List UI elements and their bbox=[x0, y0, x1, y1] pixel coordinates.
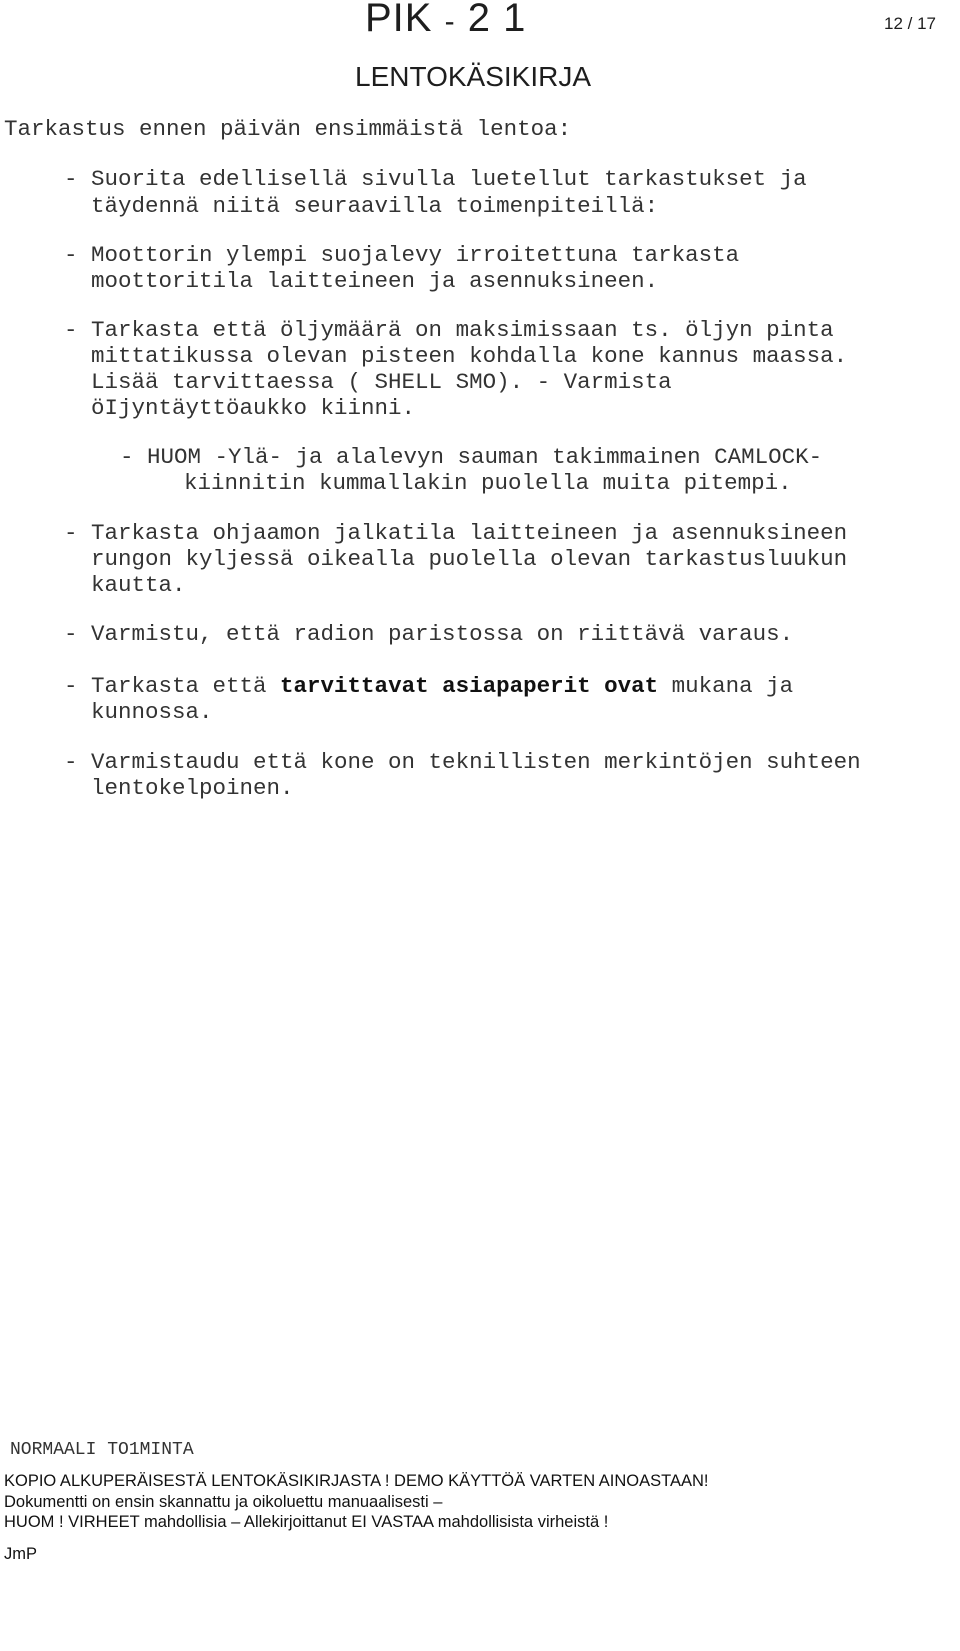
item6-line2: kunnossa. bbox=[64, 699, 213, 725]
item1-line1: - Suorita edellisellä sivulla luetellut tarkastukset ja bbox=[64, 166, 807, 192]
item4-line2: rungon kyljessä oikealla puolella olevan tarkastusluukun bbox=[64, 546, 848, 572]
title-dash: - bbox=[444, 5, 456, 38]
item3-line3: Lisää tarvittaessa ( SHELL SMO). - Varmista bbox=[64, 369, 672, 395]
item2-line2: moottoritila laitteineen ja asennuksineen. bbox=[64, 268, 659, 294]
item2-line1: - Moottorin ylempi suojalevy irroitettuna tarkasta bbox=[64, 242, 740, 268]
item3-line4: öIjyntäyttöaukko kiinni. bbox=[64, 395, 416, 421]
footer-disclaimer-3: HUOM ! VIRHEET mahdollisia – Allekirjoittanut EI VASTAA mahdollisista virheistä ! bbox=[4, 1513, 609, 1531]
page-number: 12 / 17 bbox=[884, 14, 936, 33]
item5-line1: - Varmistu, että radion paristossa on riittävä varaus. bbox=[64, 621, 794, 647]
note-line2: kiinnitin kummallakin puolella muita pitempi. bbox=[157, 470, 792, 496]
item4-line1: - Tarkasta ohjaamon jalkatila laitteineen ja asennuksineen bbox=[64, 520, 848, 546]
item7-line1: - Varmistaudu että kone on teknillisten merkintöjen suhteen bbox=[64, 749, 861, 775]
document-title bbox=[365, 0, 526, 41]
footer-disclaimer-1: KOPIO ALKUPERÄISESTÄ LENTOKÄSIKIRJASTA ! DEMO KÄYTTÖÄ VARTEN AINOASTAAN! bbox=[4, 1472, 709, 1490]
item7-line2: lentokelpoinen. bbox=[64, 775, 294, 801]
footer-section: NORMAALI TO1MINTA bbox=[10, 1440, 194, 1460]
item6-line1 bbox=[64, 673, 793, 700]
item1-line2: täydennä niitä seuraavilla toimenpiteillä: bbox=[64, 193, 659, 219]
item6-bold: tarvittavat asiapaperit ovat bbox=[280, 673, 659, 699]
item6-post: mukana ja bbox=[658, 673, 794, 699]
checklist-heading: Tarkastus ennen päivän ensimmäistä lentoa: bbox=[4, 116, 572, 142]
item4-line3: kautta. bbox=[64, 572, 186, 598]
item3-line2: mittatikussa olevan pisteen kohdalla kone kannus maassa. bbox=[64, 343, 848, 369]
footer-disclaimer-2: Dokumentti on ensin skannattu ja oikoluettu manuaalisesti – bbox=[4, 1493, 443, 1511]
footer-signature: JmP bbox=[4, 1545, 37, 1563]
item6-pre: - Tarkasta että bbox=[64, 673, 281, 699]
manual-subtitle: LENTOKÄSIKIRJA bbox=[355, 61, 592, 92]
note-line1: - HUOM -Ylä- ja alalevyn sauman takimmainen CAMLOCK- bbox=[120, 444, 823, 470]
title-number: 2 1 bbox=[467, 0, 527, 40]
item3-line1: - Tarkasta että öljymäärä on maksimissaan ts. öljyn pinta bbox=[64, 317, 834, 343]
title-code: PIK bbox=[365, 0, 433, 40]
